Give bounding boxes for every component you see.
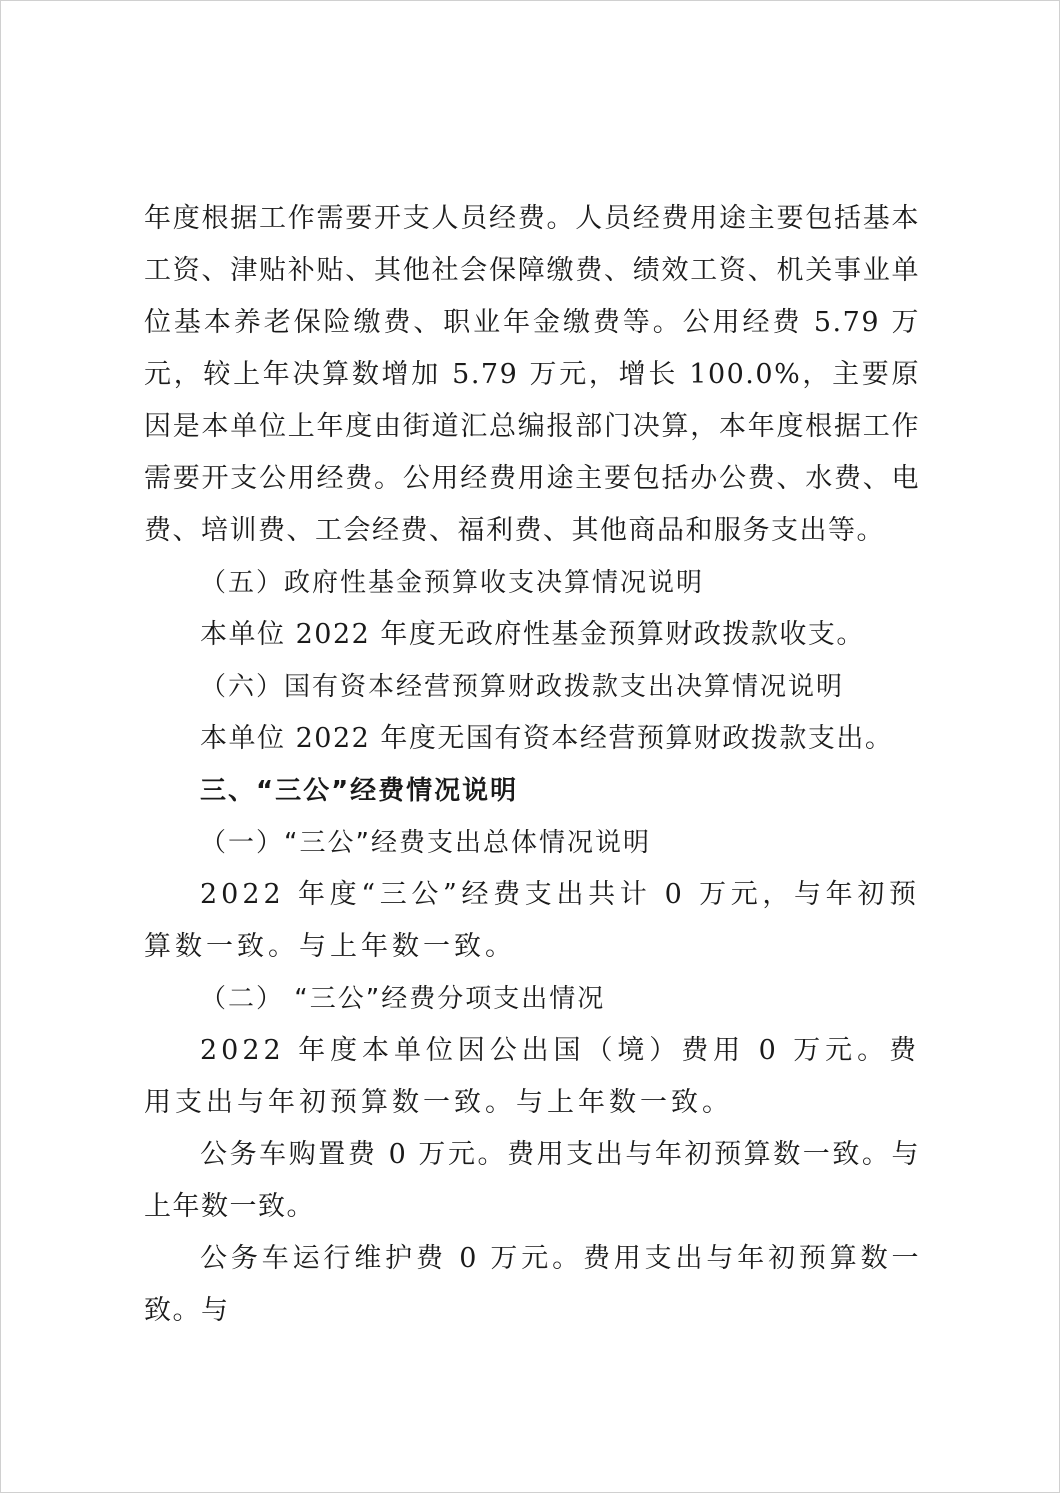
paragraph-vehicle-maintenance-cost: 公务车运行维护费 0 万元。费用支出与年初预算数一致。与 (144, 1243, 920, 1326)
heading-three-public-expenses: 三、“三公”经费情况说明 (200, 776, 519, 806)
document-body (144, 193, 920, 1337)
paragraph-overseas-travel-cost: 2022 年度本单位因公出国（境）费用 0 万元。费用支出与年初预算数一致。与上年数一致。 (144, 1035, 920, 1118)
heading-government-fund-budget: （五）政府性基金预算收支决算情况说明 (200, 568, 705, 598)
paragraph-three-public-overall: 2022 年度“三公”经费支出共计 0 万元，与年初预算数一致。与上年数一致。 (144, 879, 920, 962)
heading-three-public-overall: （一）“三公”经费支出总体情况说明 (200, 828, 651, 858)
paragraph-government-fund-budget: 本单位 2022 年度无政府性基金预算财政拨款收支。 (200, 619, 865, 650)
heading-three-public-itemized: （二） “三公”经费分项支出情况 (200, 984, 606, 1014)
heading-state-capital-budget: （六）国有资本经营预算财政拨款支出决算情况说明 (200, 672, 845, 702)
paragraph-vehicle-purchase-cost: 公务车购置费 0 万元。费用支出与年初预算数一致。与上年数一致。 (144, 1139, 920, 1222)
paragraph-personnel-public-expenses: 年度根据工作需要开支人员经费。人员经费用途主要包括基本工资、津贴补贴、其他社会保障缴费、绩效工资、机关事业单位基本养老保险缴费、职业年金缴费等。公用经费 5.79 万元，较上年决算数增加 5.79 万元，增长 100.0%，主要原因是本单位上年度由街道汇总编报部门决算，本年度根据工作需要开支公用经费。公用经费用途主要包括办公费、水费、电费、培训费、工会经费、福利费、其他商品和服务支出等。 (144, 203, 920, 546)
paragraph-state-capital-budget: 本单位 2022 年度无国有资本经营预算财政拨款支出。 (200, 723, 894, 754)
